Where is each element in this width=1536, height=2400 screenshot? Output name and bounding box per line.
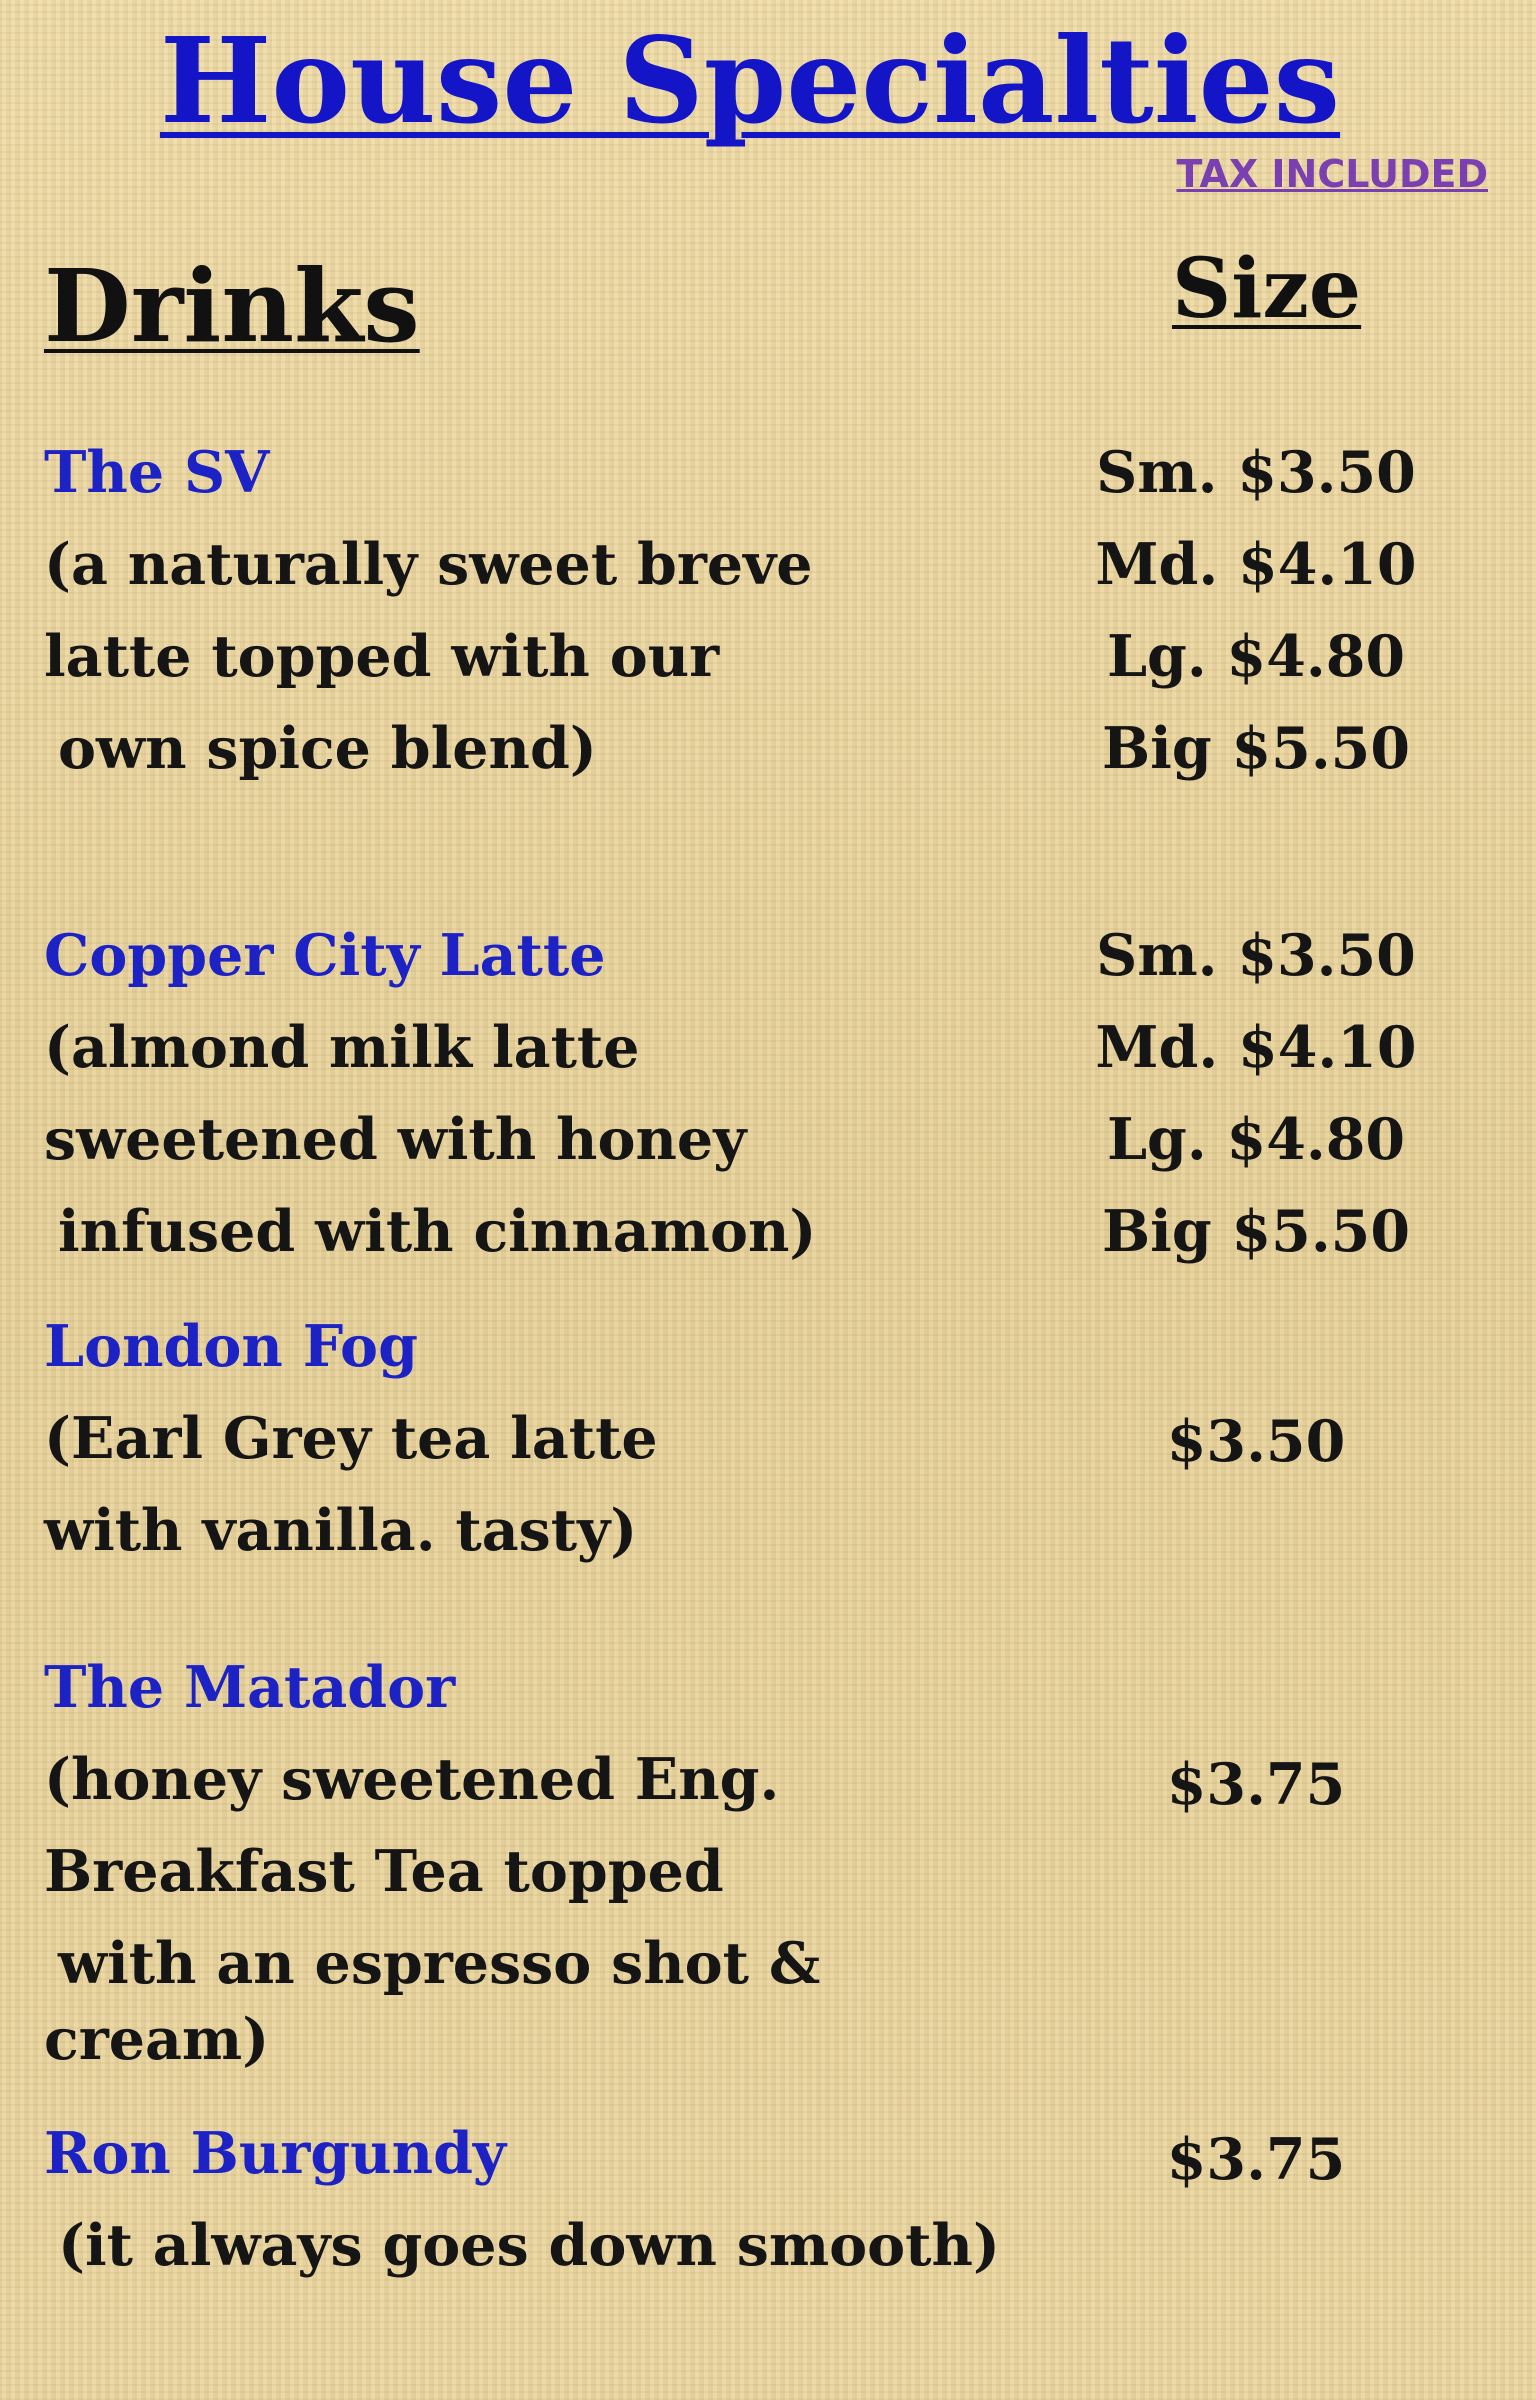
tax-included-note: TAX INCLUDED bbox=[1176, 152, 1488, 196]
item-price-small: Sm. $3.50 bbox=[1096, 439, 1416, 506]
item-price-medium: Md. $4.10 bbox=[1095, 531, 1417, 598]
item-description-line: Breakfast Tea topped bbox=[44, 1838, 724, 1905]
item-description-line: latte topped with our bbox=[44, 623, 720, 690]
item-price-big: Big $5.50 bbox=[1101, 715, 1411, 782]
item-price: $3.75 bbox=[1166, 2126, 1346, 2193]
drinks-column-heading: Drinks bbox=[44, 247, 420, 365]
item-price-small: Sm. $3.50 bbox=[1096, 922, 1416, 989]
item-description-line: with an espresso shot & bbox=[58, 1930, 821, 1997]
item-price: $3.50 bbox=[1166, 1408, 1346, 1475]
item-price-big: Big $5.50 bbox=[1101, 1198, 1411, 1265]
item-name-the-matador: The Matador bbox=[44, 1654, 456, 1721]
size-column-heading: Size bbox=[1172, 241, 1362, 337]
item-name-the-sv: The SV bbox=[44, 439, 270, 506]
item-description-line: infused with cinnamon) bbox=[58, 1198, 817, 1265]
item-name-london-fog: London Fog bbox=[44, 1313, 418, 1380]
page-title: House Specialties bbox=[159, 11, 1341, 150]
item-price-large: Lg. $4.80 bbox=[1106, 623, 1406, 690]
item-name-ron-burgundy: Ron Burgundy bbox=[44, 2120, 507, 2187]
item-name-copper-city-latte: Copper City Latte bbox=[44, 922, 606, 989]
item-description-line: (Earl Grey tea latte bbox=[44, 1405, 658, 1472]
item-description-line: (it always goes down smooth) bbox=[58, 2212, 1000, 2279]
item-description-line: (a naturally sweet breve bbox=[44, 531, 813, 598]
item-price-medium: Md. $4.10 bbox=[1095, 1014, 1417, 1081]
item-price-large: Lg. $4.80 bbox=[1106, 1106, 1406, 1173]
item-description-line: own spice blend) bbox=[58, 715, 597, 782]
item-description-line: with vanilla. tasty) bbox=[44, 1497, 638, 1564]
item-description-line: cream) bbox=[44, 2006, 270, 2073]
item-description-line: (honey sweetened Eng. bbox=[44, 1746, 780, 1813]
item-price: $3.75 bbox=[1166, 1751, 1346, 1818]
item-description-line: sweetened with honey bbox=[44, 1106, 747, 1173]
item-description-line: (almond milk latte bbox=[44, 1014, 640, 1081]
